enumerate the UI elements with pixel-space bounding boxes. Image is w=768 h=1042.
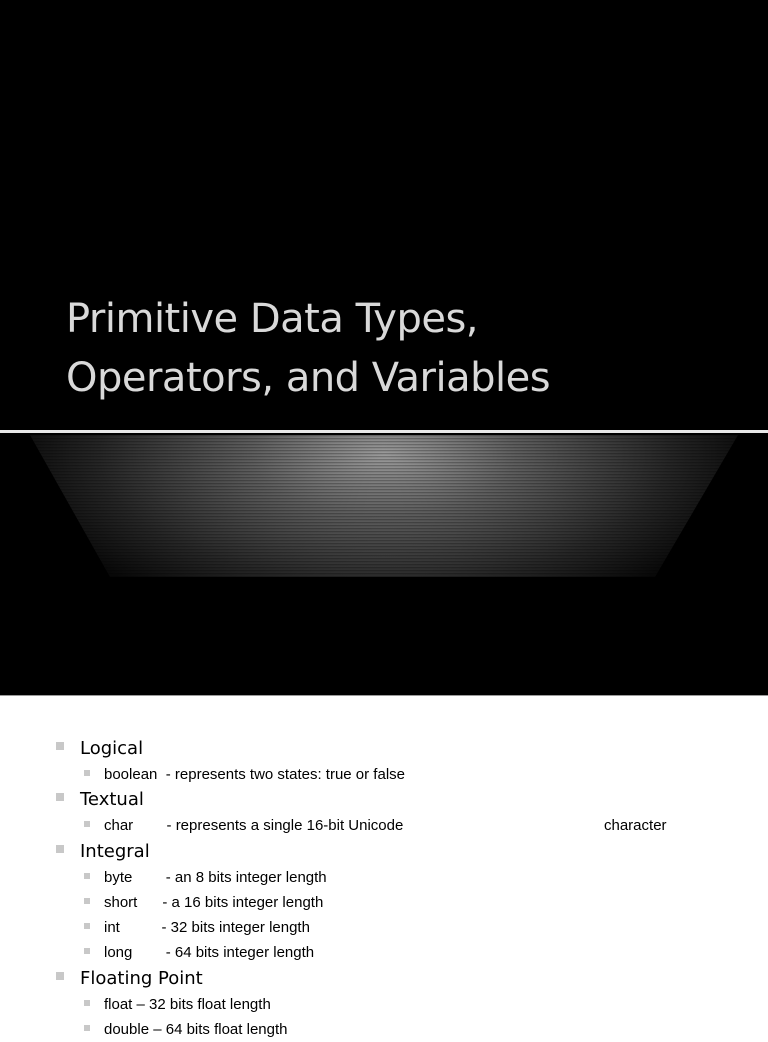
type-description: - represents a single 16-bit Unicode xyxy=(133,817,404,835)
square-bullet-icon xyxy=(56,742,64,750)
small-square-bullet-icon xyxy=(84,1000,90,1006)
category-heading: Textual xyxy=(80,789,144,811)
type-list xyxy=(80,762,754,787)
type-keyword: char xyxy=(104,817,134,835)
decorative-glow-graphic xyxy=(0,435,768,577)
type-description: – 32 bits float length xyxy=(132,995,271,1013)
type-list xyxy=(80,865,754,966)
small-square-bullet-icon xyxy=(84,948,90,954)
type-keyword: byte xyxy=(104,868,133,886)
small-square-bullet-icon xyxy=(84,1025,90,1031)
category-item xyxy=(54,787,754,838)
slide-divider xyxy=(0,695,768,702)
type-item xyxy=(80,890,754,915)
type-list xyxy=(80,992,754,1042)
type-category-list xyxy=(54,736,754,1042)
slide-title-line-2: Operators, and Variables xyxy=(66,355,551,401)
type-keyword: float xyxy=(104,995,133,1013)
type-keyword: double xyxy=(104,1021,150,1039)
square-bullet-icon xyxy=(56,972,64,980)
type-description-continuation: character xyxy=(604,817,667,835)
type-item xyxy=(80,992,754,1017)
type-item xyxy=(80,1017,754,1042)
square-bullet-icon xyxy=(56,793,64,801)
category-item xyxy=(54,736,754,787)
type-keyword: boolean xyxy=(104,766,158,783)
category-item xyxy=(54,839,754,966)
slide-title-line-1: Primitive Data Types, xyxy=(66,296,478,342)
type-description: - a 16 bits integer length xyxy=(137,893,324,911)
type-description: - 32 bits integer length xyxy=(119,919,310,937)
category-heading: Logical xyxy=(80,738,144,759)
small-square-bullet-icon xyxy=(84,821,90,827)
content-slide xyxy=(0,702,768,1039)
type-item xyxy=(80,865,754,890)
small-square-bullet-icon xyxy=(84,873,90,879)
category-heading: Integral xyxy=(80,840,150,862)
type-item xyxy=(80,813,754,838)
title-rule xyxy=(0,430,768,433)
type-list xyxy=(80,813,754,838)
type-keyword: short xyxy=(104,893,138,911)
category-heading: Floating Point xyxy=(80,967,203,989)
type-item xyxy=(80,940,754,965)
type-keyword: int xyxy=(104,919,120,937)
type-keyword: long xyxy=(104,944,133,962)
category-item xyxy=(54,966,754,1042)
small-square-bullet-icon xyxy=(84,923,90,929)
type-description: - an 8 bits integer length xyxy=(132,868,327,886)
slide-title xyxy=(66,290,746,408)
square-bullet-icon xyxy=(56,845,64,853)
type-description: - represents two states: true or false xyxy=(157,766,405,783)
type-description: - 64 bits integer length xyxy=(132,944,315,962)
type-item xyxy=(80,915,754,940)
small-square-bullet-icon xyxy=(84,770,90,776)
type-item xyxy=(80,762,754,787)
type-description: – 64 bits float length xyxy=(149,1021,288,1039)
small-square-bullet-icon xyxy=(84,898,90,904)
